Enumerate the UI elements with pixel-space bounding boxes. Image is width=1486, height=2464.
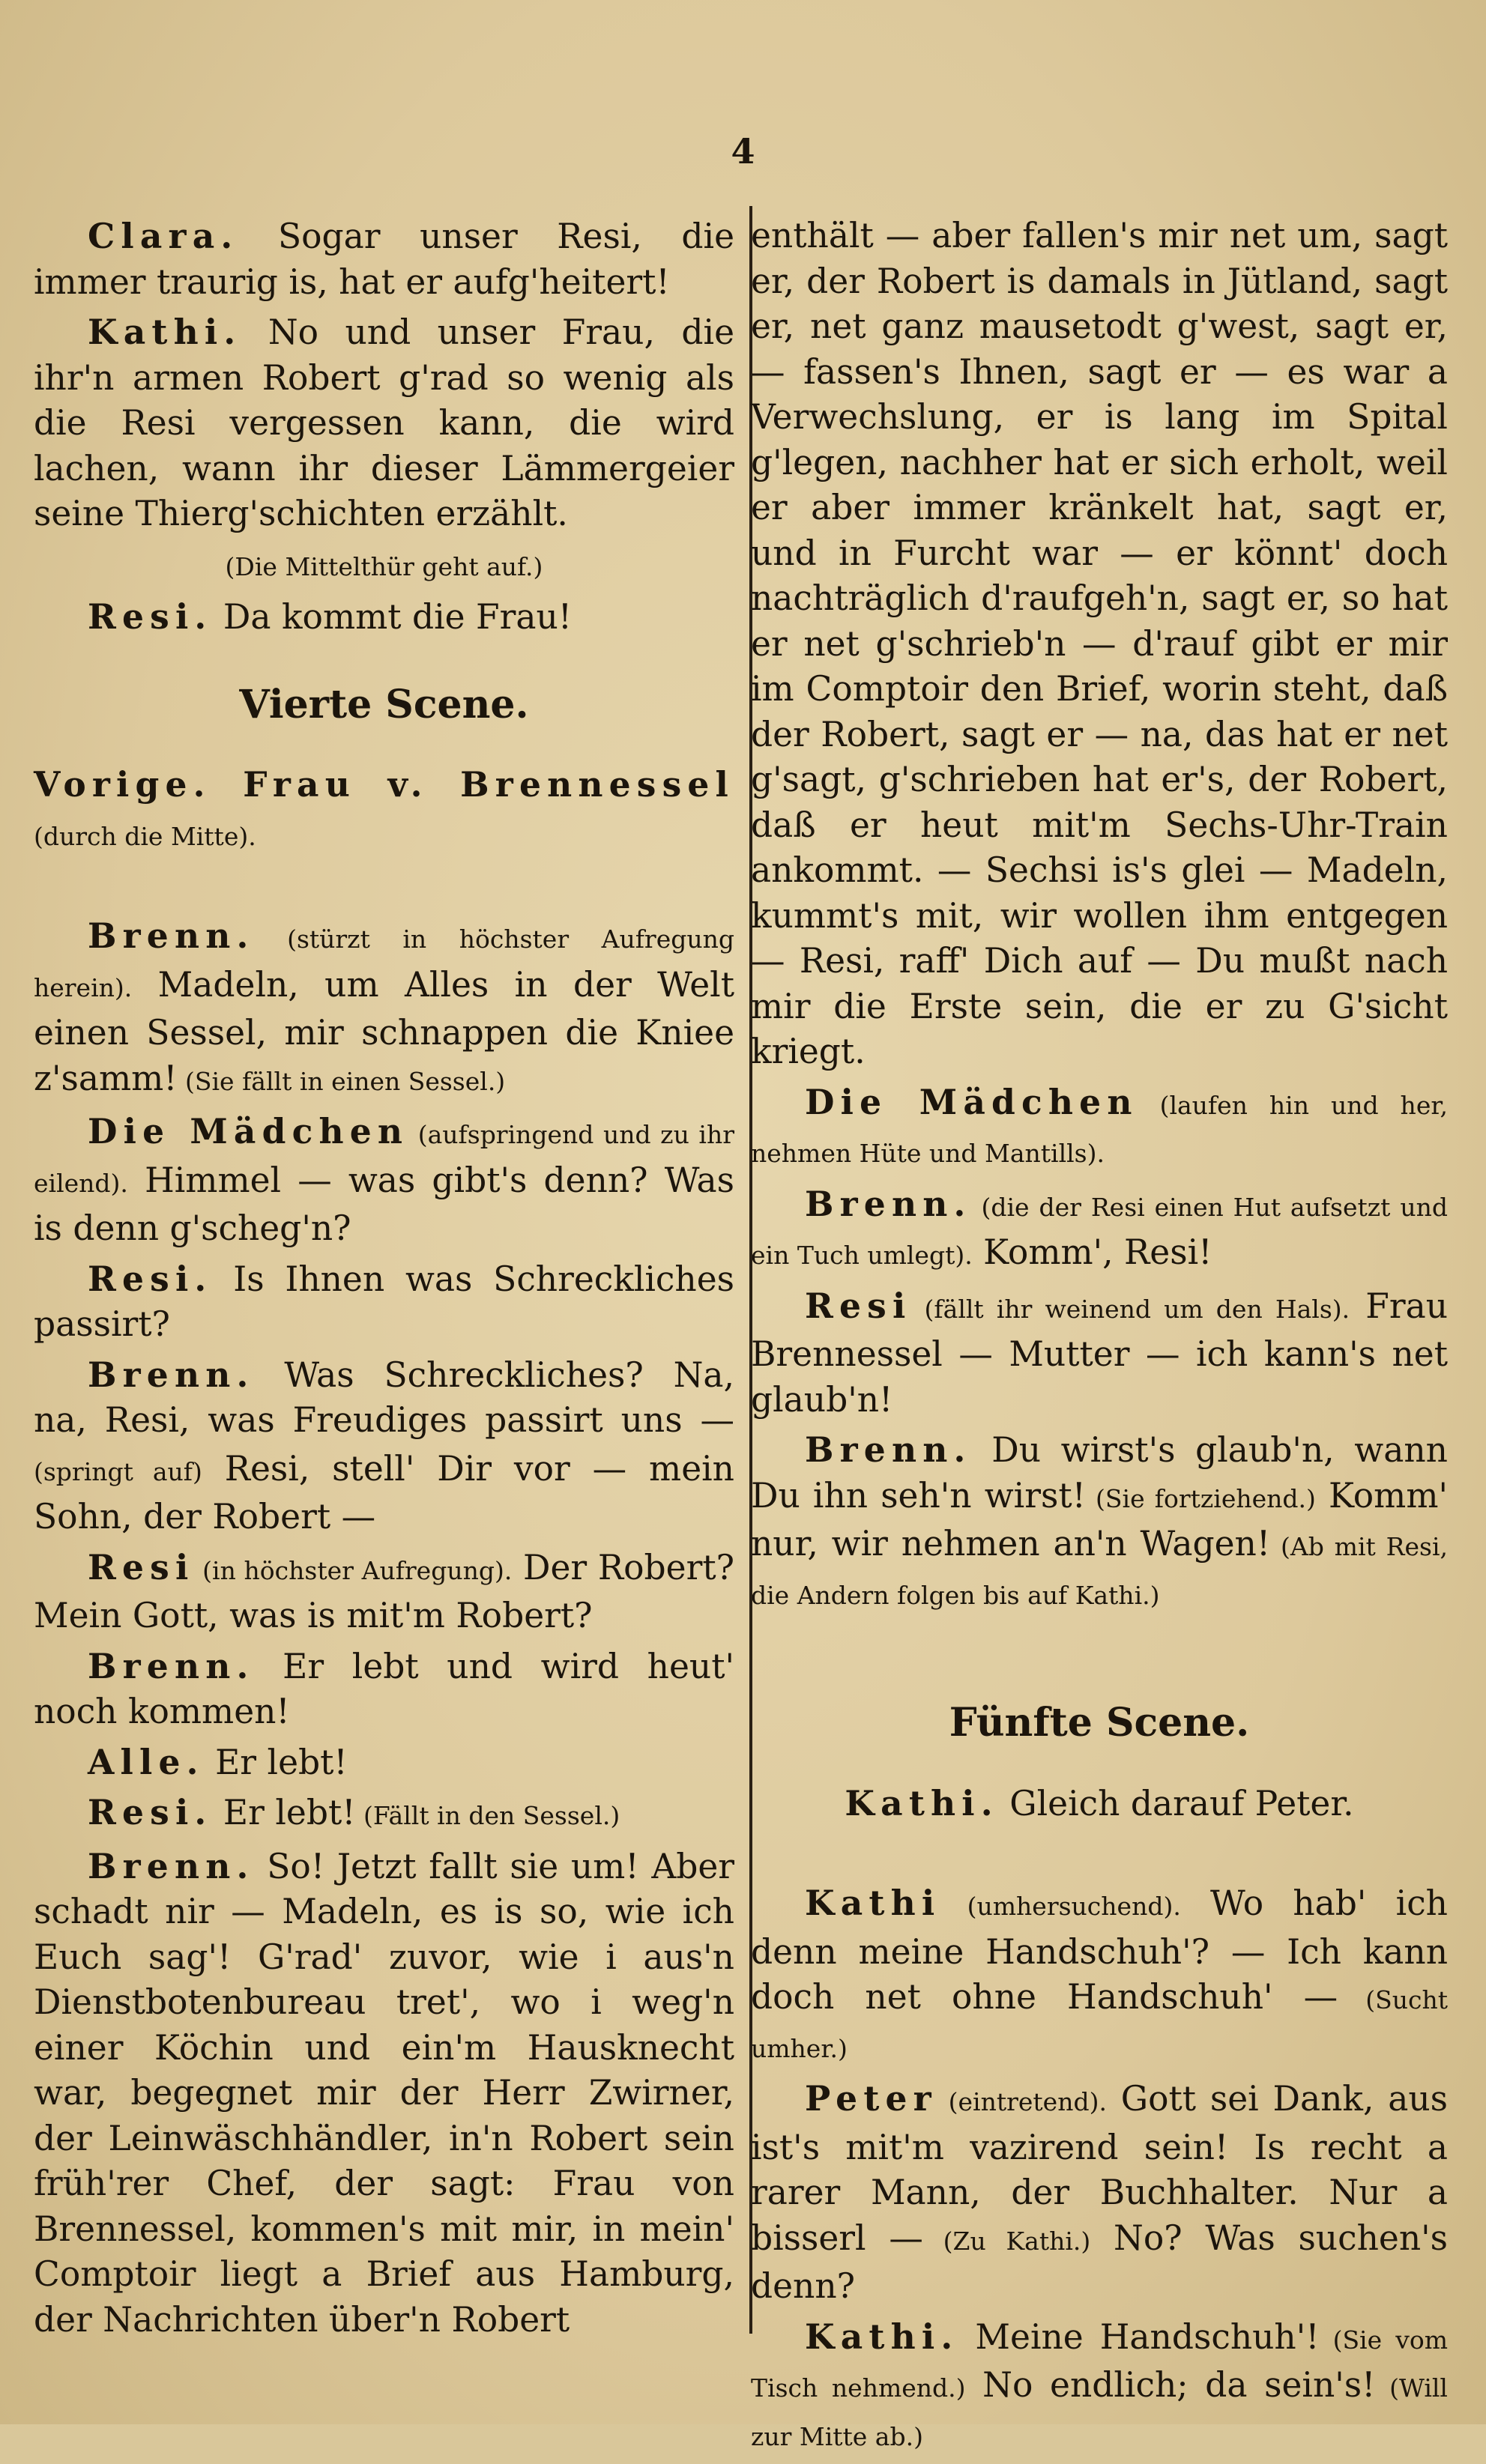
dialogue-text: Madeln, um Alles in der Welt einen Sessel, mir schnappen die Kniee z'samm! xyxy=(34,964,734,1098)
speaker-name: Kathi. xyxy=(88,312,242,352)
dialogue-line: Peter (eintretend). Gott sei Dank, aus ist's mit'm vazirend sein! Is recht a rarer Mann, der Buchhalter. Nur a bisserl — (Zu Kathi.) No? Was suchen's denn? xyxy=(751,2078,1448,2306)
dialogue-text: Is Ihnen was Schreckliches passirt? xyxy=(34,1259,734,1344)
dialogue-line xyxy=(34,1844,734,2343)
dialogue-text: So! Jetzt fallt sie um! Aber schadt nir — Madeln, es is so, wie ich Euch sag'! G'rad' zuvor, wie i aus'n Dienstbotenbureau tret', wo i weg'n einer Köchin und ein'm Hausknecht war, begegnet mir der Herr Zwirner, der Leinwäschhändler, in'n Robert sein früh'rer Chef, der sagt: Frau von Brennessel, kommen's mit mir, in mein' Comptoir liegt a Brief aus Hamburg, der Nachrichten über'n Robert xyxy=(34,1846,734,2340)
dialogue-line xyxy=(34,594,734,641)
dialogue-text: Er lebt! xyxy=(204,1742,348,1782)
right-column xyxy=(751,214,1448,2464)
speaker-name: Die Mädchen xyxy=(88,1111,409,1151)
speaker-name: Resi. xyxy=(88,1792,213,1832)
dialogue-line xyxy=(34,1644,734,1735)
dialogue-line xyxy=(34,309,734,537)
dialogue-line: Kathi. Meine Handschuh'! (Sie vom Tisch nehmend.) No endlich; da sein's! (Will zur Mitte ab.) xyxy=(751,2316,1448,2451)
dialogue-line: Resi. Er lebt! (Fällt in den Sessel.) xyxy=(88,1792,620,1832)
speaker-name: Resi. xyxy=(88,1258,213,1299)
dialogue-text: Gott sei Dank, aus ist's mit'm vazirend sein! Is recht a rarer Mann, der Buchhalter. Nur a bisserl — xyxy=(751,2079,1448,2258)
dialogue-line: Kathi (umhersuchend). Wo hab' ich denn meine Handschuh'? — Ich kann doch net ohne Handschuh' — (Sucht umher.) xyxy=(751,1883,1448,2063)
scene-cast: Kathi. Gleich darauf Peter. xyxy=(845,1782,1354,1823)
dialogue-line xyxy=(34,1740,734,1786)
speaker-name: Brenn. xyxy=(88,1354,255,1395)
dialogue-text: Komm', Resi! xyxy=(972,1232,1212,1272)
speaker-name: Resi xyxy=(805,1285,912,1326)
dialogue-line xyxy=(34,214,734,305)
speaker-name: Brenn. xyxy=(88,915,255,956)
dialogue-text: Was Schreckliches? Na, na, Resi, was Freudiges passirt uns — xyxy=(34,1354,734,1440)
dialogue-continuation: enthält — aber fallen's mir net um, sagt er, der Robert is damals in Jütland, sagt er, net ganz mausetodt g'west, sagt er, — fassen's Ihnen, sagt er — es war a Verwechslung, er is lang im Spital g'legen, nachher hat er sich erholt, weil er aber immer kränkelt hat, sagt er, und in Furcht war — er könnt' doch nachträglich d'raufgeh'n, sagt er, so hat er net g'schrieb'n — d'rauf gibt er mir im Comptoir den Brief, worin steht, daß der Robert, sagt er — na, das hat er net g'sagt, g'schrieben hat er's, der Robert, daß er heut mit'm Sechs-Uhr-Train ankommt. — Sechsi is's glei — Madeln, kummt's mit, wir wollen ihm entgegen — Resi, raff' Dich auf — Du mußt nach mir die Erste sein, die er zu G'sicht kriegt. xyxy=(751,216,1448,1071)
speaker-name: Die Mädchen xyxy=(805,1081,1138,1122)
dialogue-text: Er lebt und wird heut' noch kommen! xyxy=(34,1646,734,1731)
dialogue-text: No und unser Frau, die ihr'n armen Robert g'rad so wenig als die Resi vergessen kann, die wird lachen, wann ihr dieser Lämmergeier seine Thierg'schichten erzählt. xyxy=(34,312,734,533)
dialogue-line: Resi (fällt ihr weinend um den Hals). Frau Brennessel — Mutter — ich kann's net glaub'n! xyxy=(751,1285,1449,1420)
dialogue-line: Brenn. (die der Resi einen Hut aufsetzt und ein Tuch umlegt). Komm', Resi! xyxy=(751,1183,1448,1272)
dialogue-text: Sogar unser Resi, die immer traurig is, hat er aufg'heitert! xyxy=(34,217,734,302)
dialogue-line: Die Mädchen (laufen hin und her, nehmen Hüte und Mantills). xyxy=(751,1081,1448,1168)
speaker-name: Brenn. xyxy=(805,1183,972,1224)
speaker-name: Brenn. xyxy=(805,1429,972,1470)
speaker-name: Kathi. xyxy=(805,2316,959,2357)
speaker-name: Brenn. xyxy=(88,1645,255,1686)
speaker-name: Resi. xyxy=(88,596,213,637)
speaker-name: Clara. xyxy=(88,216,239,256)
stage-direction: (Die Mittelthür geht auf.) xyxy=(225,551,543,581)
scene-heading: Vierte Scene. xyxy=(239,681,529,727)
dialogue-text: Himmel — was gibt's denn? Was is denn g'scheg'n? xyxy=(34,1160,734,1248)
scene-heading: Fünfte Scene. xyxy=(949,1700,1250,1746)
dialogue-line: Brenn. Du wirst's glaub'n, wann Du ihn seh'n wirst! (Sie fortziehend.) Komm' nur, wir nehmen an'n Wagen! (Ab mit Resi, die Andern folgen bis auf Kathi.) xyxy=(751,1429,1449,1610)
speaker-name: Kathi xyxy=(805,1883,941,1923)
scene-cast: Vorige. Frau v. Brennessel (durch die Mitte). xyxy=(34,764,734,851)
dialogue-line: Brenn. (stürzt in höchster Aufregung herein). Madeln, um Alles in der Welt einen Sessel, mir schnappen die Kniee z'samm! (Sie fällt in einen Sessel.) xyxy=(34,915,734,1098)
speaker-name: Resi xyxy=(88,1546,195,1587)
dialogue-line: Die Mädchen (aufspringend und zu ihr eilend). Himmel — was gibt's denn? Was is denn g'scheg'n? xyxy=(34,1111,734,1248)
speaker-name: Brenn. xyxy=(88,1845,255,1886)
dialogue-text: Meine Handschuh'! xyxy=(958,2316,1320,2357)
dialogue-text: Du wirst's glaub'n, wann Du ihn seh'n wirst! xyxy=(751,1430,1448,1516)
dialogue-line xyxy=(34,1256,734,1348)
speaker-name: Peter xyxy=(805,2078,937,2119)
dialogue-line: Resi (in höchster Aufregung). Der Robert? Mein Gott, was is mit'm Robert? xyxy=(34,1546,735,1635)
speaker-name: Alle. xyxy=(88,1741,205,1782)
dialogue-line: Brenn. Was Schreckliches? Na, na, Resi, was Freudiges passirt uns — (springt auf) Resi, stell' Dir vor — mein Sohn, der Robert — xyxy=(34,1354,734,1537)
dialogue-text: Der Robert? Mein Gott, was is mit'm Robert? xyxy=(34,1547,735,1635)
dialogue-text: Frau Brennessel — Mutter — ich kann's net glaub'n! xyxy=(751,1286,1449,1420)
dialogue-text: Da kommt die Frau! xyxy=(212,597,573,637)
page-number: 4 xyxy=(731,131,755,172)
dialogue-text: Wo hab' ich denn meine Handschuh'? — Ich kann doch net ohne Handschuh' — xyxy=(751,1883,1448,2017)
dialogue-text: Er lebt! xyxy=(212,1793,356,1832)
left-column xyxy=(34,214,734,2347)
